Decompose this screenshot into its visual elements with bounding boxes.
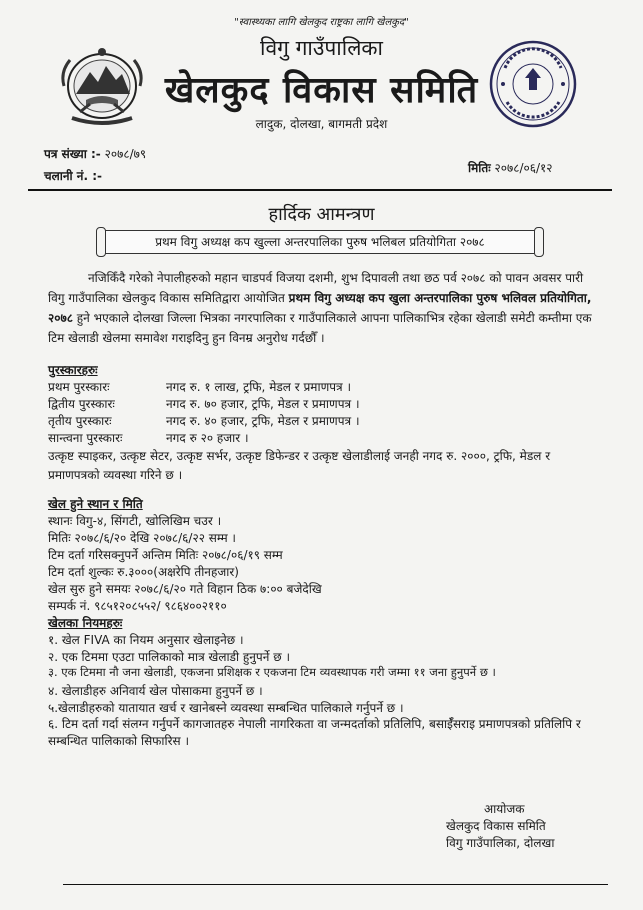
motto: "स्वास्थ्यका लागि खेलकुद राष्ट्रका लागि खेलकुद"	[234, 17, 409, 28]
letter-date	[468, 159, 553, 176]
organizer-municipality: विगु गाउँपालिका, दोलखा	[446, 836, 555, 850]
prize-value: नगद रु. १ लाख, ट्रफि, मेडल र प्रमाणपत्र ।	[166, 380, 352, 394]
dispatch-number-label: चलानी नं. :-	[44, 169, 102, 183]
rule-item: १. खेल FIVA का नियम अनुसार खेलाइनेछ ।	[48, 633, 244, 647]
venue-line: टिम दर्ता शुल्कः रु.३०००(अक्षरेपि तीनहजार)	[48, 565, 239, 579]
rule-item: ४. खेलाडीहरु अनिवार्य खेल पोसाकमा हुनुपर्ने छ ।	[48, 684, 263, 698]
organizer-committee: खेलकुद विकास समिति	[446, 819, 546, 833]
prize-row	[48, 395, 548, 412]
venue-heading: खेल हुने स्थान र मिति	[48, 497, 143, 511]
venue-line: सम्पर्क नं. ९८५१२०८५५२/ ९८६४००२११०	[48, 599, 227, 613]
prize-label: सान्त्वना पुरस्कारः	[48, 431, 123, 445]
body-event-name: प्रथम विगु अध्यक्ष कप खुला अन्तरपालिका पुरुष भलिवल प्रतियोगिता, २०७८	[48, 291, 592, 325]
rule-item: ५.खेलाडीहरुको यातायात खर्च र खानेबस्ने व्यवस्था सम्बन्धित पालिकाले गर्नुपर्ने छ ।	[48, 701, 404, 715]
header-divider	[28, 189, 612, 191]
municipality-name: विगु गाउँपालिका	[260, 36, 383, 60]
body-text-2: हुने भएकाले दोलखा जिल्ला भित्रका नगरपालिका र गाउँपालिकाले आपना पालिकाभित्र रहेका खेलाडी समेटी कम्तीमा एक टिम खेलाडी खेलमा समावेश गराइदिनु हुन विनम्र अनुरोध गर्दछौँ ।	[48, 311, 592, 345]
rule-item: ३. एक टिममा नौ जना खेलाडी, एकजना प्रशिक्षक र एकजना टिम व्यवस्थापक गरी जम्मा ११ जना हुनुपर्ने छ ।	[48, 665, 496, 679]
prize-value: नगद रु. ४० हजार, ट्रफि, मेडल र प्रमाणपत्र ।	[166, 414, 360, 428]
prize-label: प्रथम पुरस्कारः	[48, 380, 110, 394]
dispatch-number	[44, 167, 102, 184]
individual-awards-note: उत्कृष्ट स्पाइकर, उत्कृष्ट सेटर, उत्कृष्ट सर्भर, उत्कृष्ट डिफेन्डर र उत्कृष्ट खेलाडीलाई जनही नगद रु. २०००, ट्रफि, मेडल र प्रमाणपत्रको व्यवस्था गरिने छ ।	[48, 449, 551, 482]
letter-number-label: पत्र संख्या :-	[44, 147, 101, 161]
letter-date-value: २०७८/०६/१२	[494, 161, 553, 175]
prize-value: नगद रु २० हजार ।	[166, 431, 249, 445]
letter-date-label: मितिः	[468, 161, 491, 175]
venue-line: टिम दर्ता गरिसक्नुपर्ने अन्तिम मितिः २०७८/०६/१९ सम्म	[48, 548, 283, 562]
address: लादुक, दोलखा, बागमती प्रदेश	[255, 117, 388, 131]
prize-row	[48, 378, 548, 395]
footer-divider	[63, 884, 608, 885]
body-text-1: नजिकिँदै गरेको नेपालीहरुको महान चाडपर्व विजया दशमी, शुभ दिपावली तथा छठ पर्व २०७८ को पावन अवसर पारी विगु गाउँपालिका खेलकुद विकास समितिद्वारा आयोजित	[48, 271, 584, 305]
rule-item: २. एक टिममा एउटा पालिकाको मात्र खेलाडी हुनुपर्ने छ ।	[48, 650, 291, 664]
prizes-heading: पुरस्कारहरुः	[48, 363, 98, 377]
prize-row	[48, 412, 548, 429]
prize-row	[48, 429, 548, 446]
invitation-body	[48, 268, 602, 348]
committee-seal-icon	[487, 38, 579, 130]
venue-line: स्थानः विगु-४, सिंगटी, खोलिखिम चउर ।	[48, 514, 222, 528]
prize-label: द्वितीय पुरस्कारः	[48, 397, 115, 411]
prize-value: नगद रु. ७० हजार, ट्रफि, मेडल र प्रमाणपत्र ।	[166, 397, 360, 411]
rule-item: ६. टिम दर्ता गर्दा संलग्न गर्नुपर्ने कागजातहरु नेपाली नागरिकता वा जन्मदर्ताको प्रतिलिपि, बसाईँसराइ प्रमाणपत्रको प्रतिलिपि र सम्बन्धित पालिकाको सिफारिस ।	[48, 717, 581, 748]
committee-name: खेलकुद विकास समिति	[164, 70, 479, 111]
invitation-title: हार्दिक आमन्त्रण	[268, 204, 375, 225]
event-banner: प्रथम विगु अध्यक्ष कप खुल्ला अन्तरपालिका पुरुष भलिबल प्रतियोगिता २०७८	[103, 230, 537, 254]
letter-number-value: २०७८/७९	[104, 147, 147, 161]
letter-number	[44, 145, 146, 162]
organizer-label: आयोजक	[484, 802, 525, 816]
rules-heading: खेलका नियमहरुः	[48, 616, 123, 630]
venue-line: मितिः २०७८/६/२० देखि २०७८/६/२२ सम्म ।	[48, 531, 236, 545]
venue-line: खेल सुरु हुने समयः २०७८/६/२० गते विहान ठिक ७:०० बजेदेखि	[48, 582, 322, 596]
nepal-emblem-icon	[56, 42, 148, 128]
prize-label: तृतीय पुरस्कारः	[48, 414, 112, 428]
